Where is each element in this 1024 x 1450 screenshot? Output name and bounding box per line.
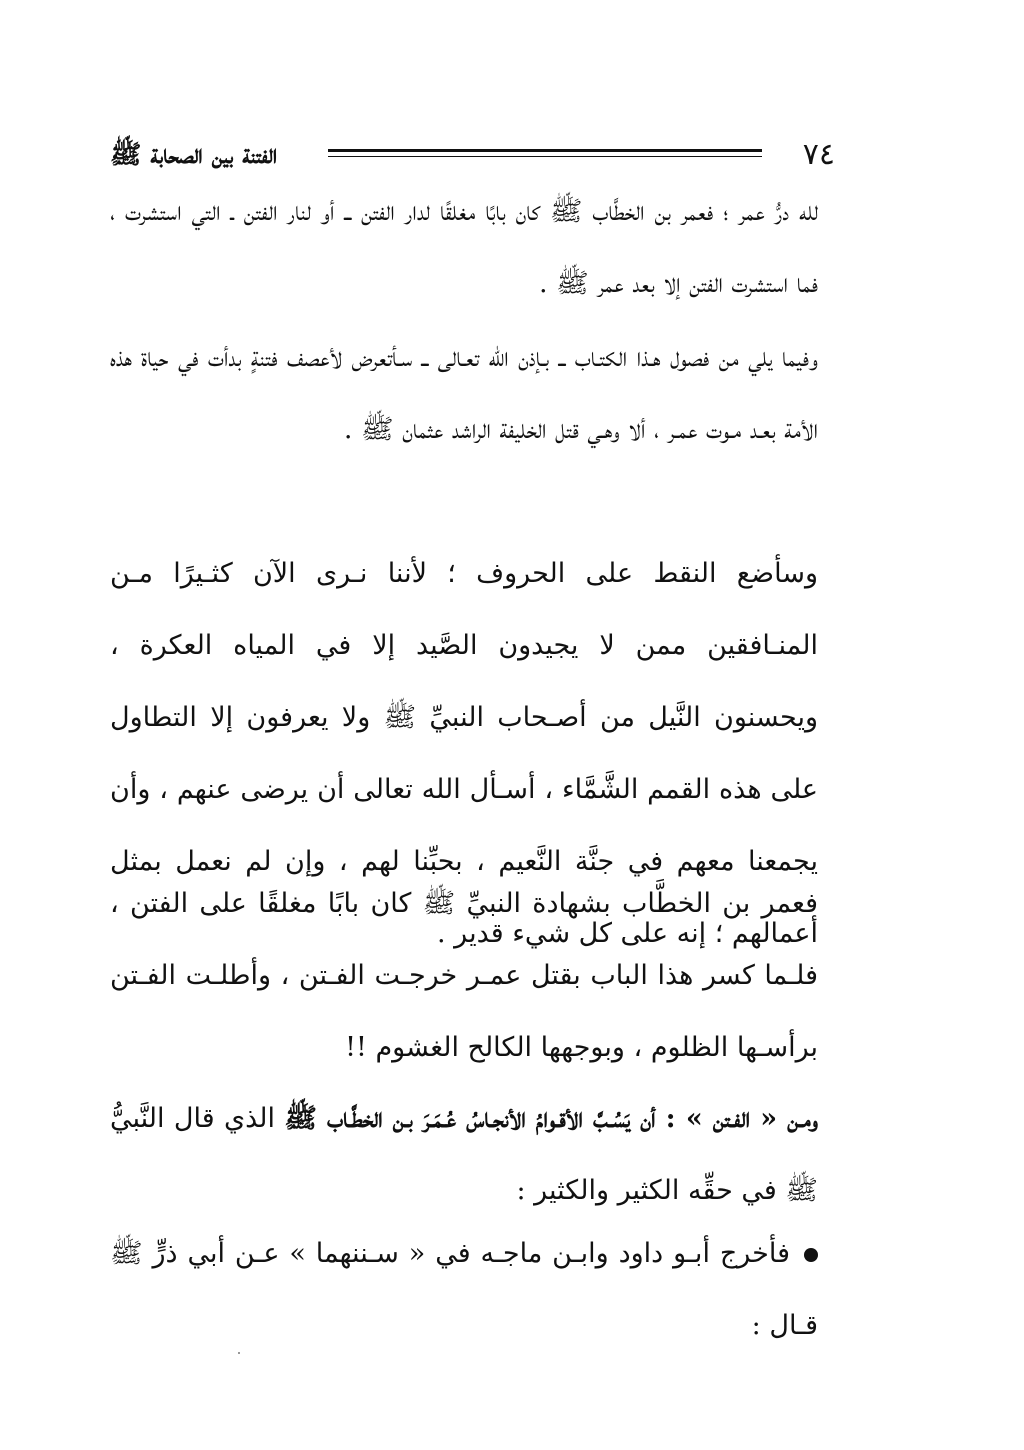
paragraph-2-text: وفيما يلي من فصول هـذا الكتـاب ــ بـإذن الله تعـالى ــ سـأتعرض لأعصف فتنةٍ بدأت في حياة هذه الأمة بعـد مـوت عمـر ، ألا وهـي قتل الخليفة الراشد عثمان ﷺ .	[110, 342, 818, 445]
paragraph-5-text	[110, 1083, 818, 1227]
paragraph-4	[110, 868, 818, 1084]
page-number: ٧٤	[802, 137, 835, 172]
paragraph-2	[110, 322, 818, 466]
bullet-icon	[804, 1248, 818, 1262]
bullet-item-line	[110, 1218, 818, 1362]
paragraph-5-bold-lead: ومـن « الفـتن » : أن يَسُـبَّ الأقـوامُ الأنجـاسُ عُـمَـرَ بـن الخطَّـاب ﷺ	[284, 1103, 819, 1134]
paragraph-5	[110, 1083, 818, 1227]
running-title: الفتنة بين الصحابة ﷺ	[110, 140, 278, 170]
paragraph-5-rest: الذي قال النَّبيُّ ﷺ في حقِّه الكثير والكثير :	[110, 1103, 818, 1206]
bullet-item-text: فأخرج أبـو داود وابـن ماجـه في « سـننهما » عـن أبي ذرٍّ ﷺ قـال :	[110, 1238, 818, 1341]
header-rule-thick	[328, 149, 762, 152]
paragraph-3-text: وسأضع النقط على الحروف ؛ لأننا نـرى الآن كثـيرًا مـن المنـافقين ممن لا يجيدون الصَّيد إلا في المياه العكرة ، ويحسنون النَّيل من أصـحاب النبيِّ ﷺ ولا يعرفون إلا التطاول على هذه القمم الشَّمَّاء ، أسـأل الله تعالى أن يرضى عنهم ، وأن يجمعنا معهم في جنَّة النَّعيم ، بحبِّنا لهم ، وإن لم نعمل بمثل أعمالهم ؛ إنه على كل شيء قدير .	[110, 558, 818, 949]
scan-speck	[238, 1352, 240, 1354]
paragraph-1-text: لله درُّ عمر ؛ فعمر بن الخطَّاب ﷺ كان بابًا مغلقًا لدار الفتن ــ أو لنار الفتن ـ التي استشرت ، فما استشرت الفتن إلا بعد عمر ﷺ .	[110, 196, 818, 299]
page-header	[110, 135, 835, 175]
header-rule	[328, 149, 762, 159]
paragraph-4-text: فعمر بن الخطَّاب بشهادة النبيِّ ﷺ كان بابًا مغلقًا على الفتن ، فلـما كسر هذا الباب بقتل عمـر خرجـت الفـتن ، وأطلـت الفـتن برأسـها الظلوم ، وبوجهها الكالح الغشوم !!	[110, 888, 818, 1063]
bullet-item	[110, 1218, 818, 1362]
paragraph-1	[110, 176, 818, 320]
header-rule-thin	[328, 156, 762, 157]
